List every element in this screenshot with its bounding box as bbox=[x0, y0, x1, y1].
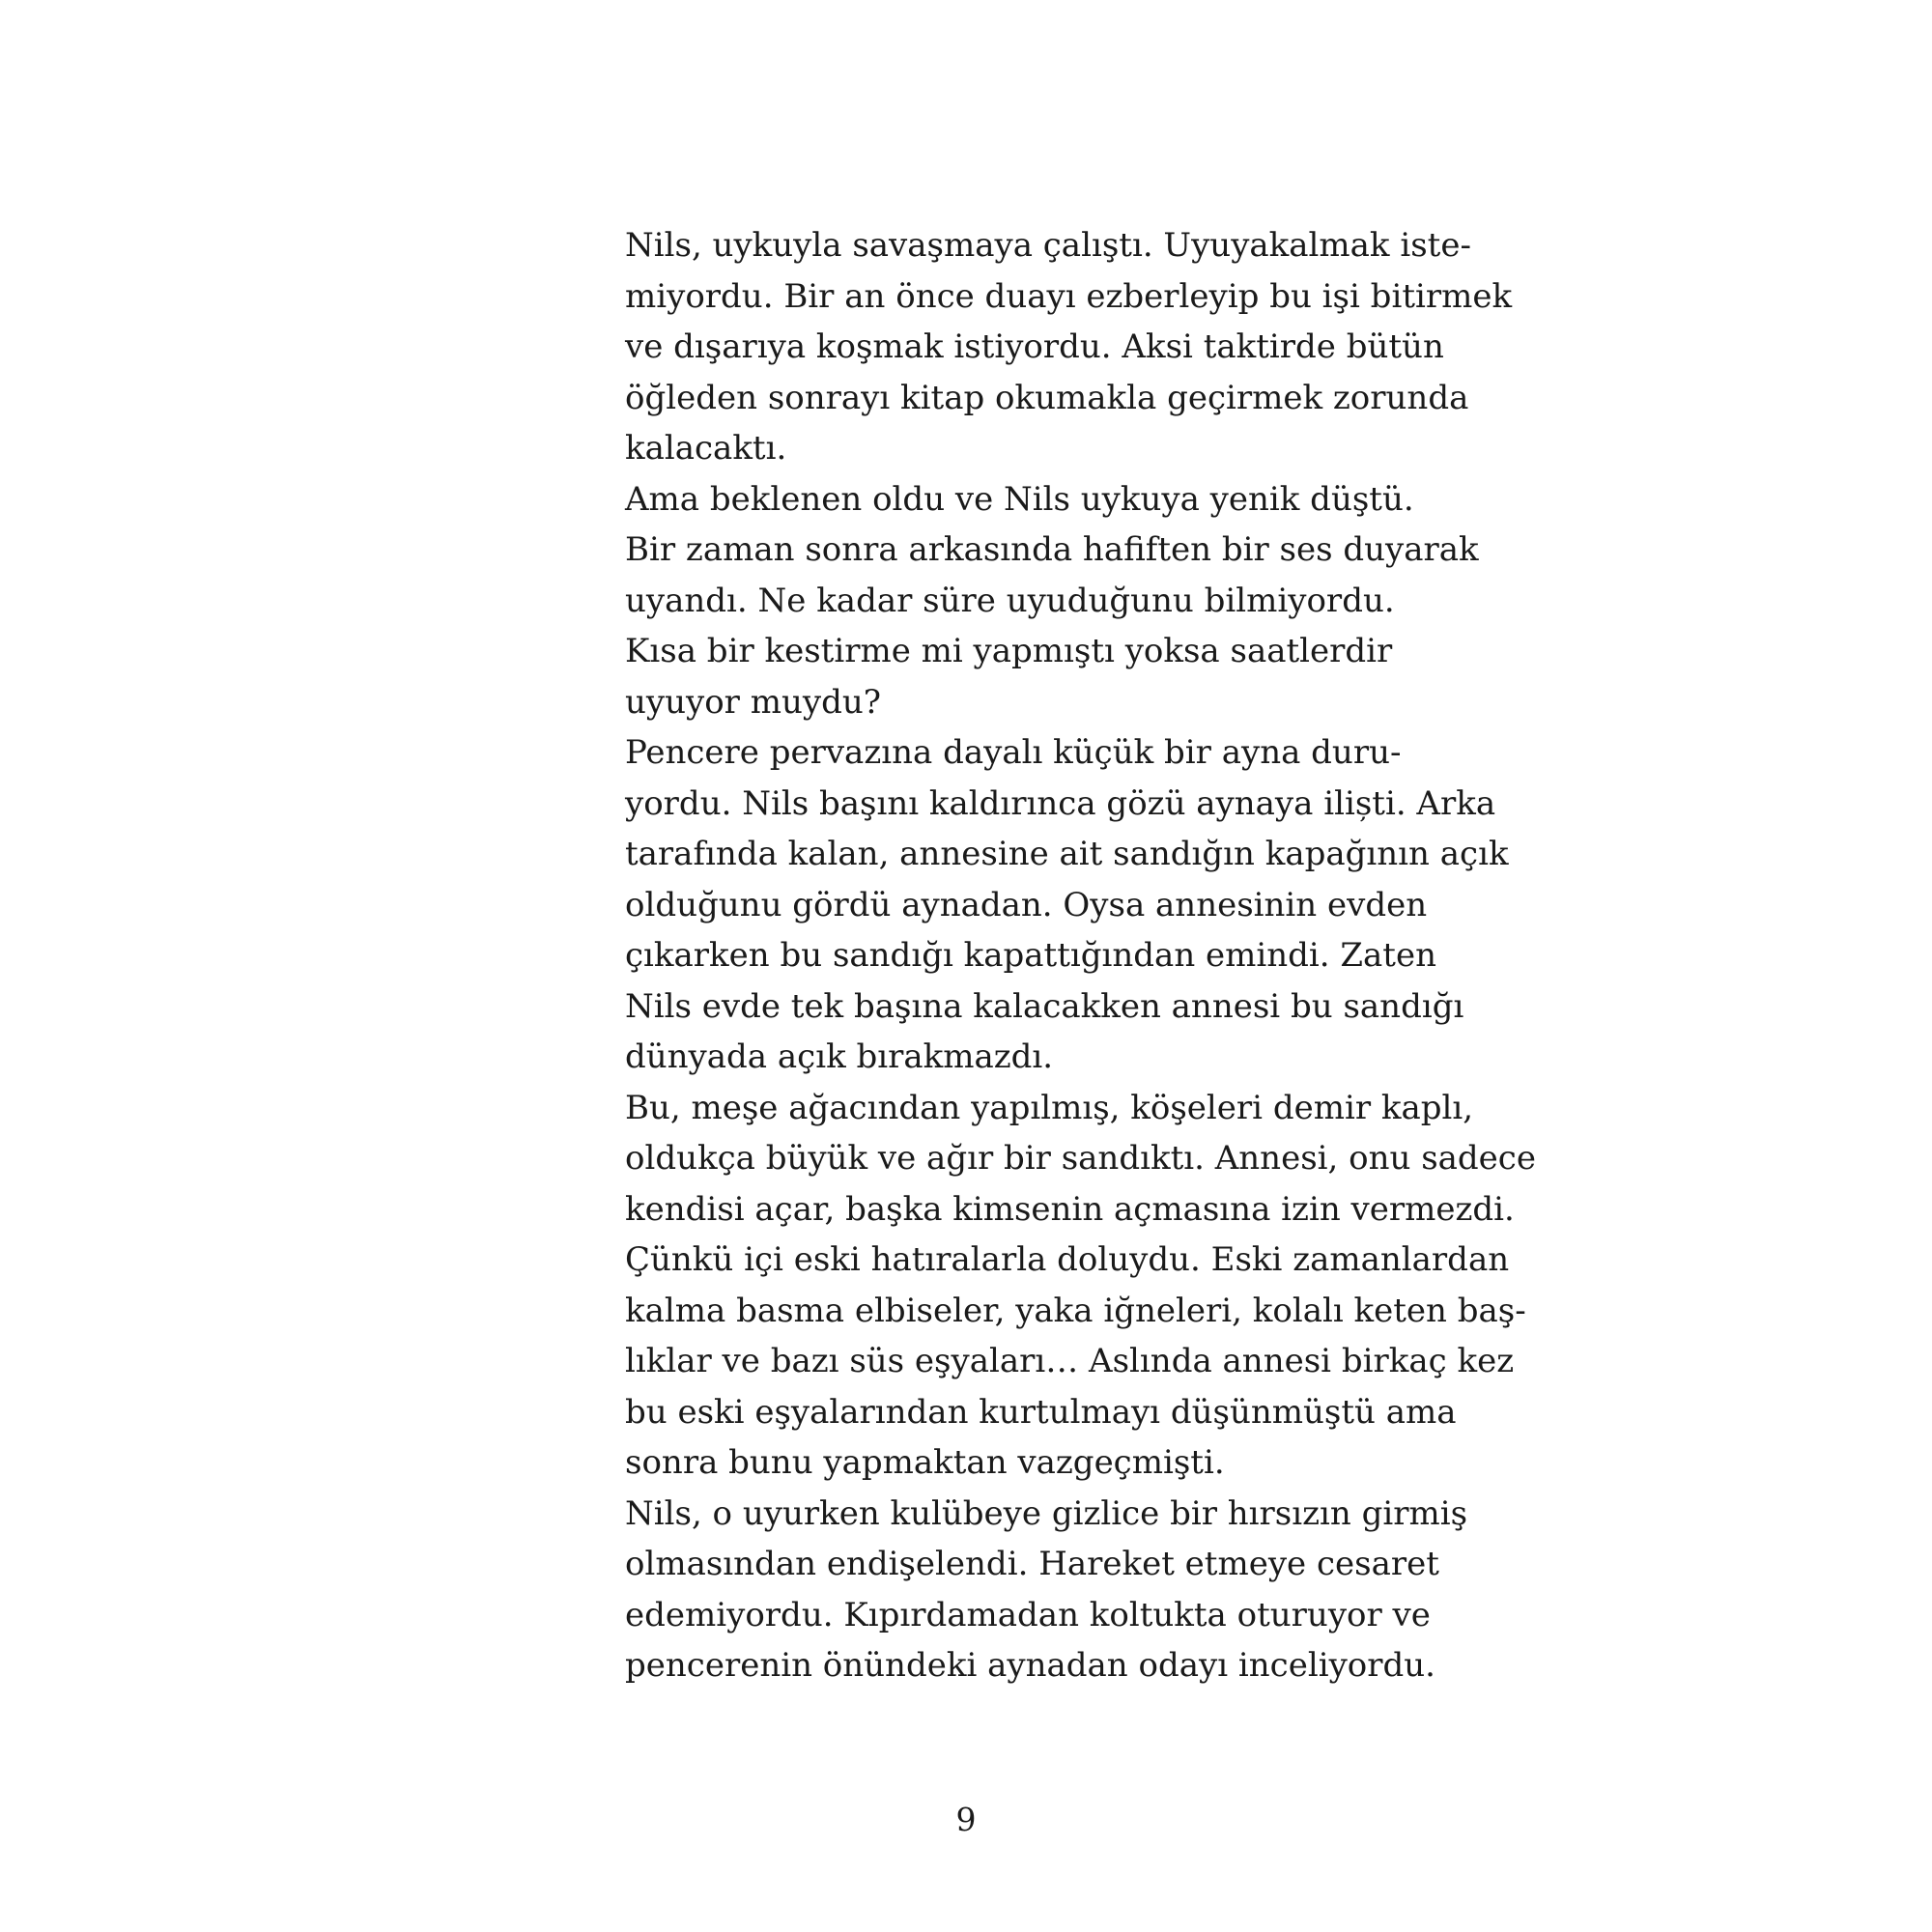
body-text bbox=[580, 220, 1536, 1691]
text-line: olduğunu gördü aynadan. Oysa annesinin evden bbox=[625, 885, 1428, 924]
text-line: olmasından endişelendi. Hareket etmeye cesaret bbox=[625, 1545, 1439, 1583]
text-line: Nils, o uyurken kulübeye gizlice bir hırsızın girmiş bbox=[625, 1493, 1468, 1533]
text-line: Bu, meşe ağacından yapılmış, köşeleri demir kaplı, bbox=[625, 1088, 1474, 1127]
text-line: Ama beklenen oldu ve Nils uykuya yenik düştü. bbox=[625, 479, 1414, 519]
text-line: çıkarken bu sandığı kapattığından emindi. Zaten bbox=[625, 936, 1436, 975]
text-line: Kısa bir kestirme mi yapmıştı yoksa saatlerdir bbox=[625, 632, 1393, 670]
paragraph bbox=[580, 1489, 1468, 1691]
text-line: Nils, uykuyla savaşmaya çalıştı. Uyuyakalmak iste- bbox=[625, 226, 1471, 265]
text-line: edemiyordu. Kıpırdamadan koltukta oturuyor ve bbox=[625, 1595, 1431, 1634]
text-line: kalacaktı. bbox=[625, 429, 787, 468]
page-number: 9 bbox=[955, 1801, 977, 1838]
text-line: bu eski eşyalarından kurtulmayı düşünmüştü ama bbox=[625, 1392, 1457, 1432]
text-line: sonra bunu yapmaktan vazgeçmişti. bbox=[625, 1443, 1225, 1482]
text-line: lıklar ve bazı süs eşyaları… Aslında annesi birkaç kez bbox=[625, 1342, 1515, 1380]
text-line: tarafında kalan, annesine ait sandığın kapağının açık bbox=[625, 835, 1509, 873]
text-line: dünyada açık bırakmazdı. bbox=[625, 1037, 1054, 1076]
paragraph bbox=[580, 220, 1513, 474]
text-line: uyuyor muydu? bbox=[625, 682, 881, 722]
text-line: yordu. Nils başını kaldırınca gözü aynaya iliști. Arka bbox=[625, 783, 1496, 823]
text-line: oldukça büyük ve ağır bir sandıktı. Annesi, onu sadece bbox=[625, 1139, 1536, 1178]
text-line: Bir zaman sonra arkasında hafiften bir ses duyarak bbox=[625, 530, 1479, 569]
paragraph bbox=[580, 525, 1479, 626]
paragraph bbox=[580, 626, 1393, 727]
text-line: pencerenin önündeki aynadan odayı inceliyordu. bbox=[625, 1646, 1435, 1685]
paragraph bbox=[580, 1083, 1536, 1489]
text-line: uyandı. Ne kadar süre uyuduğunu bilmiyordu. bbox=[625, 581, 1395, 620]
paragraph bbox=[580, 727, 1509, 1083]
text-line: ve dışarıya koşmak istiyordu. Aksi taktirde bütün bbox=[625, 327, 1444, 366]
text-line: Çünkü içi eski hatıralarla doluydu. Eski zamanlardan bbox=[625, 1240, 1510, 1279]
text-line: Nils evde tek başına kalacakken annesi bu sandığı bbox=[625, 986, 1464, 1026]
text-line: öğleden sonrayı kitap okumakla geçirmek zorunda bbox=[625, 378, 1469, 417]
text-line: kalma basma elbiseler, yaka iğneleri, kolalı keten baş- bbox=[625, 1291, 1526, 1330]
text-line: kendisi açar, başka kimsenin açmasına izin vermezdi. bbox=[625, 1189, 1515, 1229]
text-line: miyordu. Bir an önce duayı ezberleyip bu işi bitirmek bbox=[625, 276, 1513, 316]
text-line: Pencere pervazına dayalı küçük bir ayna duru- bbox=[625, 733, 1402, 772]
paragraph bbox=[580, 474, 1414, 526]
